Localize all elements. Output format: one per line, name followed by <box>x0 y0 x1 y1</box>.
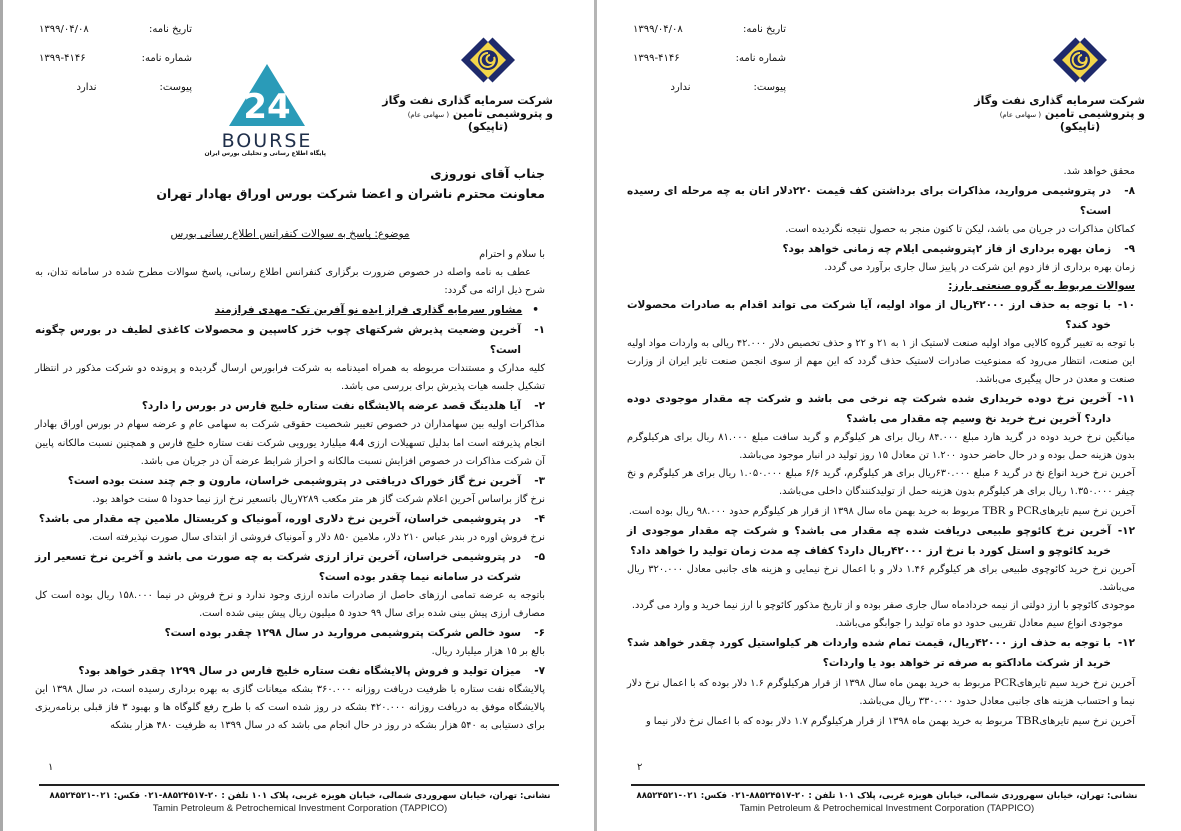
attachment-label: پیوست: <box>159 82 192 93</box>
tappico-logo <box>382 30 553 133</box>
question-2: ۲- آیا هلدینگ قصد عرضه پالایشگاه نفت ستاره خلیج فارس در بورس را دارد؟ <box>141 400 545 412</box>
answer-2: مذاکرات اولیه بین سهامداران در خصوص تغییر شخصیت حقوقی شرکت به سهامی عام و عرضه سهام در بورس اوراق بهادار انجام پذیرفته است اما بدلیل تسهیلات ارزی 4.4 میلیارد یورویی شرکت نفت ستاره خلیج فارس و همچنین نسبت مالکانه پایین آن شرکت مذاکرات در خصوص افزایش نسبت مالکانه و احراز شرایط عرضه آن در جریان می باشد. <box>35 419 545 467</box>
answer-6: بالغ بر ۱۵ هزار میلیارد ریال. <box>431 646 545 657</box>
letter-body-page1 <box>35 164 545 735</box>
number-label: شماره نامه: <box>735 53 786 64</box>
attachment-value: ندارد <box>76 82 97 93</box>
attachment-label: پیوست: <box>753 82 786 93</box>
footer-address: نشانی: تهران، خیابان سهروردی شمالی، خیابان هویزه غربی، پلاک ۱۰۱ تلفن : ۲۰-۸۸۵۲۴۵۱۷-۰۲۱ فکس: ۰۲۱-۸۸۵۲۴۵۲۱ <box>49 791 551 801</box>
advisor-bullet: •مشاور سرمایه گذاری فراز ایده نو آفرین تک- مهدی فرازمند <box>214 304 539 316</box>
number-value: ۱۳۹۹-۴۱۴۶ <box>39 53 86 64</box>
document-page-2 <box>597 0 1181 831</box>
question-7: ۷- میزان تولید و فروش پالایشگاه نفت ستاره خلیج فارس در سال ۱۲۹۹ چقدر خواهد بود؟ <box>78 665 545 677</box>
question-1: ۱- آخرین وضعیت پذیرش شرکتهای چوب خزر کاسپین و محصولات کاغذی لطیف در بورس چگونه است؟ <box>35 324 545 356</box>
answer-3: نرخ گاز براساس آخرین اعلام شرکت گاز هر متر مکعب ۷۲۸۹ریال باتسعیر نرخ ارز نیما حدودا ۵ سنت خواهد بود. <box>92 494 545 505</box>
date-value: ۱۳۹۹/۰۴/۰۸ <box>39 24 89 35</box>
tappico-emblem-icon <box>458 30 518 90</box>
answer-4: نرخ فروش اوره در بندر عباس ۲۱۰ دلار، ملامین ۸۵۰ دلار و آمونیاک فروشی از ابتدای سال صورت نپذیرفته است. <box>89 532 545 543</box>
answer-10: با توجه به تغییر گروه کالایی مواد اولیه صنعت لاستیک از ۱ به ۲۱ و ۲۲ و حذف تخصیص دلار ۴۲.۰۰۰ ریالی به واردات مواد اولیه این صنعت، انتظار می‌رود که ممنوعیت صادرات لاستیک حذف گردد که این مهم از سوی انجمن صنعت تایر ایران از وزارت صنعت و معدن در حال پیگیری می‌باشد. <box>627 338 1135 385</box>
footer-rule <box>631 784 1145 786</box>
answer-13-part1: آخرین نرخ خرید سیم تایرهایPCR مربوط به خرید بهمن ماه سال ۱۳۹۸ از قرار هرکیلوگرم ۱.۶ دلار بوده که با اعمال نرخ دلار نیما و احتساب هزینه های جانبی معادل حدود ۳۳۰.۰۰۰ ریال می‌باشد. <box>627 675 1135 707</box>
answer-11-part2: آخرین نرخ خرید انواع نخ در گرید ۶ مبلغ ۶۳۰.۰۰۰ریال برای هر کیلوگرم، گرید ۶/۶ مبلغ ۱.۰۵۰.۰۰۰ ریال برای هر کیلوگرم و نخ چیفر ۱.۳۵۰.۰۰۰ ریال برای هر کیلوگرم بدون هزینه حمل از تولیدکنندگان داخلی می‌باشد. <box>627 468 1136 497</box>
letter-body-page2 <box>627 163 1135 731</box>
answer-1: کلیه مدارک و مستندات مربوطه به همراه امیدنامه به شرکت فرابورس ارسال گردیده و پرونده دو شرکت مذکور در انتظار تشکیل جلسه هیات پذیرش برای بررسی می باشد. <box>35 363 545 392</box>
section-title: سوالات مربوط به گروه صنعتی بارز: <box>948 280 1135 292</box>
company-short-name: (تاپیکو) <box>1059 120 1101 133</box>
question-3: ۳- آخرین نرخ گاز خوراک دریافتی در پتروشیمی خراسان، مارون و جم چند سنت بوده است؟ <box>67 475 545 487</box>
answer-5: باتوجه به عرضه تمامی ارزهای حاصل از صادرات مانده ارزی وجود ندارد و نرخ فروش در نیما ۱۵۸.۰۰۰ ریال بوده است کل مصارف ارزی پیش بینی شده برای سال ۹۹ حدود ۵ میلیون ریال پیش بینی شده است. <box>35 590 546 619</box>
continuation-text: محقق خواهد شد. <box>1063 166 1135 177</box>
date-value: ۱۳۹۹/۰۴/۰۸ <box>633 24 683 35</box>
attachment-value: ندارد <box>670 82 691 93</box>
recipient-name: جناب آقای نوروزی <box>430 166 545 181</box>
bourse24-logo <box>204 62 326 157</box>
company-type: ( سهامی عام) <box>407 111 450 119</box>
answer-11-part3: آخرین نرخ سیم تایرهایPCR و TBR مربوط به خرید بهمن ماه سال ۱۳۹۸ از قرار هر کیلوگرم حدود ۹۸.۰۰۰ ریال بوده است. <box>628 503 1135 517</box>
company-type: ( سهامی عام) <box>999 111 1042 119</box>
greeting: با سلام و احترام <box>479 249 545 260</box>
page-number: ۲ <box>637 762 643 773</box>
letter-meta <box>39 24 192 111</box>
bourse-caption: پایگاه اطلاع رسانی و تحلیلی بورس ایران <box>204 150 326 157</box>
footer <box>39 791 561 814</box>
question-8: ۸- در پتروشیمی مروارید، مذاکرات برای برداشتن کف قیمت ۲۲۰دلار اتان به چه مرحله ای رسیده است؟ <box>627 185 1135 217</box>
footer-english: Tamin Petroleum & Petrochemical Investment Corporation (TAPPICO) <box>152 803 448 814</box>
company-name-line1: شرکت سرمایه گذاری نفت وگاز <box>382 94 553 107</box>
question-10: ۱۰- با توجه به حذف ارز ۴۲۰۰۰ریال از مواد اولیه، آیا شرکت می تواند اقدام به صادرات محصولات خود کند؟ <box>627 299 1135 331</box>
date-label: تاریخ نامه: <box>149 24 192 35</box>
company-name-line1: شرکت سرمایه گذاری نفت وگاز <box>974 94 1145 107</box>
question-11: ۱۱- آخرین نرخ دوده خریداری شده شرکت چه نرخی می باشد و شرکت چه مقدار موجودی دوده دارد؟ آخرین نرخ خرید نخ وسیم چه مقدار می باشد؟ <box>627 393 1135 425</box>
question-9: ۹- زمان بهره برداری از فاز ۲پتروشیمی ایلام چه زمانی خواهد بود؟ <box>782 243 1135 255</box>
question-12: ۱۲- آخرین نرخ کائوچو طبیعی دریافت شده چه مقدار می باشد؟ و شرکت چه مقدار موجودی از خرید کائوچو و استل کورد با نرخ ارز ۴۲۰۰۰ریال دارد؟ کفاف چه مدت زمان تولید را خواهد داد؟ <box>627 525 1135 557</box>
footer-english: Tamin Petroleum & Petrochemical Investment Corporation (TAPPICO) <box>739 803 1035 814</box>
question-5: ۵- در پتروشیمی خراسان، آخرین تراز ارزی شرکت به چه صورت می باشد و آخرین نرخ تسعیر ارز شرکت در سامانه نیما چقدر بوده است؟ <box>35 551 545 583</box>
answer-11-part1: میانگین نرخ خرید دوده در گرید هارد مبلغ ۸۴.۰۰۰ ریال برای هر کیلوگرم و گرید سافت مبلغ ۸۱.۰۰۰ ریال برای هرکیلوگرم بدون هزینه حمل بوده و در حال حاضر حدود ۱.۲۰۰ تن معادل ۱۵ روز تولید در انبار موجود می‌باشد. <box>627 432 1136 461</box>
bourse-word: BOURSE <box>221 130 313 152</box>
tappico-logo <box>974 30 1145 133</box>
answer-7: پالایشگاه نفت ستاره با ظرفیت دریافت روزانه ۳۶۰.۰۰۰ بشکه میعانات گازی به بهره برداری رسیده است، در سال ۱۳۹۸ این پالایشگاه موفق به دریافت روزانه ۴۲۰.۰۰۰ بشکه در روز شده است که با طرح رفع گلوگاه ها و بهبود ۳ فاز قبلی برنامه‌ریزی برای دستیابی به ۵۴۰ هزار بشکه در روز در حال انجام می باشد که در سال ۱۳۹۹ به ظرفیت ۴۸۰ هزار بشکه <box>35 684 546 731</box>
bourse-triangle-icon <box>227 62 307 128</box>
answer-9: زمان بهره برداری از فاز دوم این شرکت در پاییز سال جاری برآورد می گردد. <box>824 262 1135 273</box>
number-label: شماره نامه: <box>141 53 192 64</box>
footer <box>627 791 1147 814</box>
company-short-name: (تاپیکو) <box>467 120 509 133</box>
answer-12-part1: آخرین نرخ خرید کائوچوی طبیعی برای هر کیلوگرم ۱.۴۶ دلار و با اعمال نرخ نیمایی و هزینه های جانبی معادل ۳۲۰.۰۰۰ ریال می‌باشد. <box>627 564 1136 593</box>
question-6: ۶- سود خالص شرکت پتروشیمی مروارید در سال ۱۲۹۸ چقدر بوده است؟ <box>164 627 545 639</box>
company-name-line2: و پتروشیمی تامین ( سهامی عام) <box>407 107 553 120</box>
footer-address: نشانی: تهران، خیابان سهروردی شمالی، خیابان هویزه غربی، پلاک ۱۰۱ تلفن : ۲۰-۸۸۵۲۴۵۱۷-۰۲۱ فکس: ۰۲۱-۸۸۵۲۴۵۲۱ <box>636 791 1138 801</box>
letter-meta <box>633 24 786 111</box>
company-name-line2: و پتروشیمی تامین ( سهامی عام) <box>999 107 1145 120</box>
date-label: تاریخ نامه: <box>743 24 786 35</box>
recipient-title: معاونت محترم ناشران و اعضا شرکت بورس اوراق بهادار تهران <box>156 186 545 201</box>
answer-12-part2: موجودی کائوچو با ارز دولتی از نیمه خردادماه سال جاری صفر بوده و از تاریخ مذکور کائوچو با ارز نیما خرید و وارد می گردد. <box>631 600 1135 611</box>
answer-8: کماکان مذاکرات در جریان می باشد، لیکن تا کنون منجر به حصول نتیجه نگردیده است. <box>785 224 1135 235</box>
tappico-emblem-icon <box>1050 30 1110 90</box>
page-number: ۱ <box>48 762 54 773</box>
footer-rule <box>39 784 559 786</box>
document-page-1 <box>3 0 594 831</box>
question-13: ۱۲- با توجه به حذف ارز ۴۲۰۰۰ریال، قیمت تمام شده واردات هر کیلواستیل کورد چقدر خواهد شد؟ خرید از شرکت ماداکتو به صرفه تر خواهد بود یا واردات؟ <box>627 637 1135 669</box>
number-value: ۱۳۹۹-۴۱۴۶ <box>633 53 680 64</box>
answer-13-part2: آخرین نرخ سیم تایرهایTBR مربوط به خرید بهمن ماه ۱۳۹۸ از قرار هرکیلوگرم ۱.۷ دلار بوده که با اعمال نرخ دلار نیما و <box>645 713 1135 727</box>
bourse-number: 24 <box>243 87 291 127</box>
answer-12-part3: موجودی انواع سیم معادل تقریبی حدود دو ماه تولید را جوابگو می‌باشد. <box>835 618 1123 629</box>
bullet-icon: • <box>532 304 539 316</box>
question-4: ۴- در پتروشیمی خراسان، آخرین نرخ دلاری اوره، آمونیاک و کریستال ملامین چه مقدار می باشد؟ <box>38 513 545 525</box>
intro-paragraph: عطف به نامه واصله در خصوص ضرورت برگزاری کنفرانس اطلاع رسانی، پاسخ سوالات مطرح شده در سامانه تدان، به شرح ذیل ارائه می گردد: <box>35 267 545 296</box>
letter-subject: موضوع: پاسخ به سوالات کنفرانس اطلاع رسانی بورس <box>170 228 410 240</box>
